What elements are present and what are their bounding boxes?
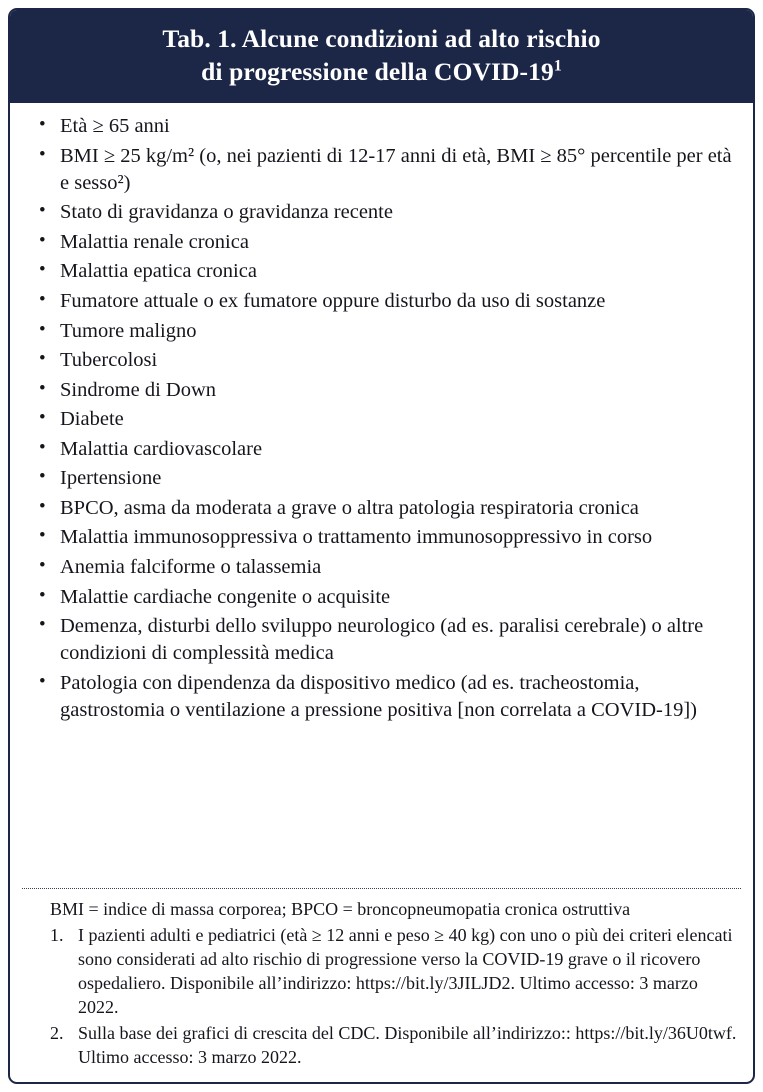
table-title-line-2-text: di progressione della COVID-19: [201, 56, 554, 86]
list-item: • Malattia epatica cronica: [26, 258, 737, 285]
conditions-section: [10, 103, 753, 882]
table-title-line-1: Tab. 1. Alcune condizioni ad alto rischio: [162, 24, 601, 53]
footnotes-section: [22, 888, 741, 1082]
list-item: • Fumatore attuale o ex fumatore oppure disturbo da uso di sostanze: [26, 288, 737, 315]
list-item: • Malattia cardiovascolare: [26, 436, 737, 463]
list-item: • Età ≥ 65 anni: [26, 113, 737, 140]
footnote-list: [26, 924, 737, 1070]
list-item: • Diabete: [26, 406, 737, 433]
list-item: • Stato di gravidanza o gravidanza recente: [26, 199, 737, 226]
list-item: • Anemia falciforme o talassemia: [26, 554, 737, 581]
list-item: • Ipertensione: [26, 465, 737, 492]
list-item: • Tubercolosi: [26, 347, 737, 374]
list-item: • Malattia renale cronica: [26, 229, 737, 256]
table-figure: [8, 8, 755, 1084]
list-item: • Tumore maligno: [26, 318, 737, 345]
table-title-line-2: [30, 56, 733, 89]
list-item: • Malattie cardiache congenite o acquisite: [26, 584, 737, 611]
list-item: • Patologia con dipendenza da dispositivo medico (ad es. tracheostomia, gastrostomia o ventilazione a pressione positiva [non correlata a COVID-19]): [26, 670, 737, 724]
table-title-footnote-marker: 1: [553, 57, 562, 75]
list-item: • Sindrome di Down: [26, 377, 737, 404]
list-item: • Demenza, disturbi dello sviluppo neurologico (ad es. paralisi cerebrale) o altre condizioni di complessità medica: [26, 613, 737, 667]
abbreviations-text: BMI = indice di massa corporea; BPCO = broncopneumopatia cronica ostruttiva: [50, 898, 631, 919]
footnote-item: Sulla base dei grafici di crescita del CDC. Disponibile all’indirizzo:: https://bit.ly/36U0twf. Ultimo accesso: 3 marzo 2022.: [78, 1023, 737, 1068]
conditions-list: [26, 113, 737, 723]
table-title: [10, 10, 753, 103]
list-item: • Malattia immunosoppressiva o trattamento immunosoppressivo in corso: [26, 524, 737, 551]
list-item: • BPCO, asma da moderata a grave o altra patologia respiratoria cronica: [26, 495, 737, 522]
list-item: • BMI ≥ 25 kg/m² (o, nei pazienti di 12-17 anni di età, BMI ≥ 85° percentile per età e sesso²): [26, 143, 737, 197]
footnote-item: I pazienti adulti e pediatrici (età ≥ 12 anni e peso ≥ 40 kg) con uno o più dei criteri elencati sono considerati ad alto rischio di progressione verso la COVID-19 grave o il ricovero ospedaliero. Disponibile all’indirizzo: https://bit.ly/3JILJD2. Ultimo accesso: 3 marzo 2022.: [78, 925, 733, 1018]
